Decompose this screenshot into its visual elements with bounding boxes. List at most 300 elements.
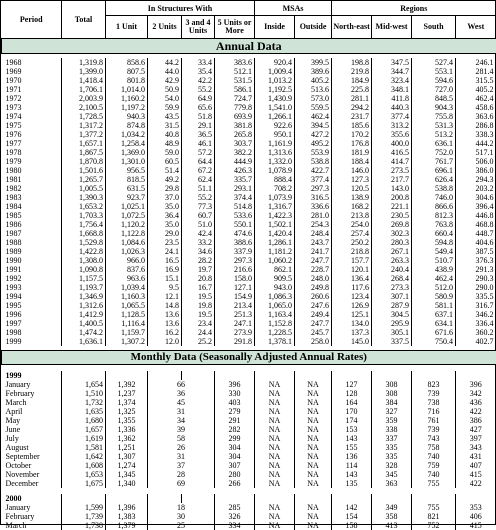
value-cell: 281.1: [332, 94, 372, 103]
value-cell: 54.0: [148, 94, 182, 103]
value-cell: 1,418.4: [62, 76, 106, 85]
value-cell: 230.5: [372, 211, 412, 220]
value-cell: 1,251: [106, 443, 148, 452]
value-cell: 247.6: [295, 301, 332, 310]
value-cell: 2,003.9: [62, 94, 106, 103]
value-cell: 1,738: [62, 521, 106, 530]
value-cell: 1,657: [62, 425, 106, 434]
value-cell: 1,265.7: [62, 175, 106, 184]
value-cell: 966.0: [106, 256, 148, 265]
value-cell: 30: [148, 512, 215, 521]
value-cell: 1,228.5: [255, 328, 295, 337]
year-cell: 1986: [5, 220, 22, 229]
value-cell: 285: [215, 503, 255, 512]
value-cell: 1,317.2: [62, 121, 106, 130]
monthly-table-row: [2, 416, 496, 425]
monthly-table-row: [2, 452, 496, 461]
value-cell: 531.5: [215, 76, 255, 85]
total-header: Total: [62, 1, 106, 39]
value-cell: 58: [148, 434, 215, 443]
value-cell: 739: [412, 389, 456, 398]
value-cell: 31: [148, 407, 215, 416]
value-cell: 746.0: [412, 193, 456, 202]
value-cell: 31: [148, 452, 215, 461]
value-cell: 626.4: [412, 175, 456, 184]
value-cell: 1,396: [106, 503, 148, 512]
value-cell: 1,510: [62, 389, 106, 398]
value-cell: 550.1: [215, 220, 255, 229]
value-cell: 738: [412, 398, 456, 407]
year-cell: 1993: [5, 283, 22, 292]
month-cell: March: [5, 521, 27, 530]
value-cell: 305.1: [372, 328, 412, 337]
value-cell: 1,346.9: [62, 292, 106, 301]
value-cell: 250.2: [332, 238, 372, 247]
value-cell: 328: [372, 461, 412, 470]
value-cell: 837.6: [106, 265, 148, 274]
value-cell: 950.1: [255, 130, 295, 139]
value-cell: 45: [148, 398, 215, 407]
value-cell: 909.5: [255, 274, 295, 283]
value-cell: NA: [295, 443, 332, 452]
value-cell: 123.4: [332, 292, 372, 301]
value-cell: 580.9: [412, 292, 456, 301]
value-cell: 761: [412, 416, 456, 425]
value-cell: 126.9: [332, 301, 372, 310]
value-cell: 299: [215, 434, 255, 443]
value-cell: 750.4: [412, 337, 456, 346]
year-cell: 1977: [5, 139, 22, 148]
value-cell: 263.3: [372, 256, 412, 265]
annual-table-row: [2, 166, 496, 175]
value-cell: 594.6: [412, 76, 456, 85]
value-cell: 23.4: [182, 319, 215, 328]
value-cell: 436: [456, 398, 496, 407]
annual-table-row: [2, 103, 496, 112]
value-cell: 40.8: [148, 130, 182, 139]
value-cell: 807.5: [106, 67, 148, 76]
value-cell: 64.9: [182, 94, 215, 103]
month-cell: July: [5, 434, 19, 443]
value-cell: 337: [372, 434, 412, 443]
value-cell: 363.6: [456, 112, 496, 121]
value-cell: 44.0: [148, 67, 182, 76]
value-cell: 251.3: [215, 310, 255, 319]
value-cell: 388.6: [215, 238, 255, 247]
value-cell: 353: [456, 503, 496, 512]
month-cell: January: [5, 503, 31, 512]
value-cell: 282: [215, 425, 255, 434]
value-cell: 308: [372, 389, 412, 398]
value-cell: 386: [456, 416, 496, 425]
year-cell: 1981: [5, 175, 22, 184]
value-cell: 462.4: [295, 112, 332, 121]
value-cell: 923.7: [106, 193, 148, 202]
units5-header: 5 Units or More: [215, 16, 255, 39]
value-cell: 337.5: [372, 337, 412, 346]
value-cell: 538.8: [412, 184, 456, 193]
value-cell: 348.1: [372, 85, 412, 94]
value-cell: 125.1: [332, 310, 372, 319]
value-cell: 549.4: [412, 247, 456, 256]
value-cell: 812.3: [412, 211, 456, 220]
value-cell: 254.0: [332, 220, 372, 229]
value-cell: 874.8: [106, 121, 148, 130]
value-cell: 506.0: [456, 157, 496, 166]
value-cell: 342: [456, 389, 496, 398]
value-cell: 1,430.9: [255, 94, 295, 103]
value-cell: 1,193.7: [62, 283, 106, 292]
value-cell: 24.4: [182, 328, 215, 337]
value-cell: 35.0: [148, 202, 182, 211]
value-cell: 468.8: [456, 220, 496, 229]
value-cell: 858.6: [106, 58, 148, 67]
value-cell: 185.6: [332, 121, 372, 130]
value-cell: 387.5: [456, 247, 496, 256]
value-cell: NA: [255, 461, 295, 470]
value-cell: 188.4: [332, 157, 372, 166]
annual-table-row: [2, 112, 496, 121]
value-cell: 862.1: [255, 265, 295, 274]
value-cell: 1,025.1: [106, 202, 148, 211]
value-cell: 273.5: [372, 166, 412, 175]
value-cell: 335.7: [215, 175, 255, 184]
value-cell: 920.4: [255, 58, 295, 67]
value-cell: 411.8: [372, 94, 412, 103]
value-cell: 1,541.0: [255, 103, 295, 112]
value-cell: 170.2: [332, 130, 372, 139]
value-cell: 34: [148, 416, 215, 425]
msas-header: MSAs: [255, 1, 332, 16]
value-cell: 225.8: [332, 85, 372, 94]
value-cell: 258.0: [295, 337, 332, 346]
value-cell: 13.6: [148, 310, 182, 319]
value-cell: 1,152.8: [255, 319, 295, 328]
value-cell: 374.4: [215, 193, 255, 202]
value-cell: 1,657.1: [62, 139, 106, 148]
value-cell: 280: [215, 470, 255, 479]
value-cell: 1,392: [106, 380, 148, 389]
value-cell: 1,653: [62, 470, 106, 479]
value-cell: 297.3: [215, 256, 255, 265]
value-cell: 1,654: [62, 380, 106, 389]
value-cell: 399.5: [295, 58, 332, 67]
annual-table-row: [2, 85, 496, 94]
value-cell: 381.8: [215, 121, 255, 130]
value-cell: NA: [255, 443, 295, 452]
value-cell: 145.0: [332, 337, 372, 346]
value-cell: 170: [332, 407, 372, 416]
value-cell: 1,014.0: [106, 85, 148, 94]
value-cell: 153: [332, 425, 372, 434]
value-cell: 761.7: [412, 157, 456, 166]
value-cell: 228.7: [295, 265, 332, 274]
value-cell: 13.6: [148, 319, 182, 328]
value-cell: 157.7: [332, 256, 372, 265]
annual-table-row: [2, 76, 496, 85]
value-cell: 29.0: [148, 229, 182, 238]
value-cell: 120.1: [332, 265, 372, 274]
value-cell: 302.3: [372, 229, 412, 238]
value-cell: 304: [215, 452, 255, 461]
value-cell: 553.1: [412, 67, 456, 76]
value-cell: 1,039.4: [106, 283, 148, 292]
value-cell: 247.1: [215, 319, 255, 328]
year-cell: 1975: [5, 121, 22, 130]
year-cell: 1983: [5, 193, 22, 202]
value-cell: 313.2: [372, 121, 412, 130]
value-cell: 248.4: [295, 229, 332, 238]
value-cell: 1,308.0: [62, 256, 106, 265]
value-cell: 1,377.2: [62, 130, 106, 139]
value-cell: 427: [456, 425, 496, 434]
value-cell: 249.8: [295, 283, 332, 292]
value-cell: NA: [295, 398, 332, 407]
monthly-table-row: [2, 380, 496, 389]
value-cell: NA: [255, 389, 295, 398]
value-cell: 1,060.2: [255, 256, 295, 265]
value-cell: 671.6: [412, 328, 456, 337]
value-cell: 136: [332, 452, 372, 461]
value-cell: 135: [332, 479, 372, 488]
annual-table-row: [2, 202, 496, 211]
value-cell: 413: [372, 521, 412, 530]
value-cell: 29.8: [148, 184, 182, 193]
value-cell: 346.2: [456, 310, 496, 319]
value-cell: 50.9: [148, 85, 182, 94]
unit1-header: 1 Unit: [106, 16, 148, 39]
value-cell: 19.5: [182, 292, 215, 301]
northeast-header: North-east: [332, 16, 372, 39]
value-cell: 462.4: [412, 274, 456, 283]
value-cell: 218.8: [332, 247, 372, 256]
value-cell: 66: [148, 380, 215, 389]
value-cell: 184.9: [332, 76, 372, 85]
value-cell: 219.8: [332, 67, 372, 76]
value-cell: 303.7: [215, 139, 255, 148]
annual-table-row: [2, 301, 496, 310]
value-cell: 1,159.7: [106, 328, 148, 337]
value-cell: 427.2: [295, 130, 332, 139]
value-cell: 23.5: [148, 238, 182, 247]
monthly-year-label: 1999: [5, 371, 22, 380]
value-cell: 1,502.1: [255, 220, 295, 229]
value-cell: 39: [148, 425, 215, 434]
value-cell: 266: [215, 479, 255, 488]
value-cell: 48.9: [148, 139, 182, 148]
value-cell: 495.2: [295, 139, 332, 148]
value-cell: 291: [215, 416, 255, 425]
month-cell: January: [5, 380, 31, 389]
value-cell: NA: [295, 434, 332, 443]
annual-table-row: [2, 256, 496, 265]
value-cell: 316.7: [456, 301, 496, 310]
month-cell: June: [5, 425, 21, 434]
value-cell: 37: [148, 461, 215, 470]
value-cell: 36.5: [182, 130, 215, 139]
value-cell: 740: [412, 470, 456, 479]
value-cell: 1,065.5: [106, 301, 148, 310]
value-cell: 1,345: [106, 470, 148, 479]
value-cell: 60.7: [182, 211, 215, 220]
annual-table-row: [2, 193, 496, 202]
value-cell: 35.0: [148, 220, 182, 229]
year-cell: 1980: [5, 166, 22, 175]
value-cell: 51.4: [148, 166, 182, 175]
value-cell: 514.8: [215, 202, 255, 211]
value-cell: 294.3: [456, 175, 496, 184]
value-cell: 273.9: [215, 328, 255, 337]
value-cell: 823: [412, 380, 456, 389]
value-cell: 1,197.2: [106, 103, 148, 112]
value-cell: 396: [215, 380, 255, 389]
value-cell: 904.3: [412, 103, 456, 112]
annual-table-row: [2, 94, 496, 103]
year-cell: 1978: [5, 148, 22, 157]
value-cell: 1,756.4: [62, 220, 106, 229]
value-cell: 940.3: [106, 112, 148, 121]
month-cell: April: [5, 407, 23, 416]
month-cell: February: [5, 512, 35, 521]
value-cell: 269.8: [372, 220, 412, 229]
month-cell: February: [5, 389, 35, 398]
value-cell: 117.6: [332, 283, 372, 292]
value-cell: 29.1: [182, 121, 215, 130]
value-cell: 143.0: [372, 184, 412, 193]
value-cell: 426.3: [215, 166, 255, 175]
value-cell: 59.0: [148, 148, 182, 157]
value-cell: NA: [255, 398, 295, 407]
value-cell: 257.4: [332, 229, 372, 238]
value-cell: 377.4: [372, 112, 412, 121]
value-cell: 708.2: [255, 184, 295, 193]
value-cell: 20.8: [182, 274, 215, 283]
value-cell: 533.6: [215, 211, 255, 220]
value-cell: 382.2: [215, 148, 255, 157]
housing-data-table: [1, 1, 496, 530]
value-cell: 422: [456, 479, 496, 488]
value-cell: 581.1: [412, 301, 456, 310]
monthly-data-body: [2, 346, 496, 530]
year-cell: 1985: [5, 211, 22, 220]
value-cell: NA: [295, 380, 332, 389]
value-cell: NA: [295, 470, 332, 479]
value-cell: 1,160.2: [106, 94, 148, 103]
value-cell: 254.3: [295, 220, 332, 229]
value-cell: 448.7: [456, 229, 496, 238]
value-cell: 716: [412, 407, 456, 416]
annual-table-row: [2, 337, 496, 346]
units2-header: 2 Units: [148, 16, 182, 39]
value-cell: NA: [255, 512, 295, 521]
value-cell: 1,307.2: [106, 337, 148, 346]
year-cell: 1968: [5, 58, 22, 67]
value-cell: 821: [412, 512, 456, 521]
value-cell: 1,599: [62, 503, 106, 512]
value-cell: 693.9: [215, 112, 255, 121]
value-cell: 779.8: [215, 103, 255, 112]
value-cell: 281.4: [456, 67, 496, 76]
value-cell: 1,084.6: [106, 238, 148, 247]
value-cell: 801.8: [106, 76, 148, 85]
value-cell: 1,732: [62, 398, 106, 407]
value-cell: 200.8: [372, 193, 412, 202]
value-cell: 1,739: [62, 512, 106, 521]
value-cell: 383.6: [215, 58, 255, 67]
value-cell: 462.4: [456, 94, 496, 103]
monthly-table-row: [2, 521, 496, 530]
value-cell: 1,374: [106, 398, 148, 407]
value-cell: 755: [412, 479, 456, 488]
value-cell: 295.9: [372, 319, 412, 328]
value-cell: 158.0: [215, 274, 255, 283]
value-cell: 55.2: [182, 85, 215, 94]
value-cell: 1,286.1: [255, 238, 295, 247]
value-cell: 1,619: [62, 434, 106, 443]
value-cell: 1,005.5: [62, 184, 106, 193]
value-cell: 696.1: [412, 166, 456, 175]
value-cell: 337.9: [215, 247, 255, 256]
value-cell: 422.7: [295, 166, 332, 175]
value-cell: 1,706.1: [62, 85, 106, 94]
value-cell: 416.5: [372, 148, 412, 157]
value-cell: 221.1: [372, 202, 412, 211]
value-cell: 848.5: [412, 94, 456, 103]
value-cell: 1,369.0: [106, 148, 148, 157]
value-cell: 386.0: [456, 166, 496, 175]
value-cell: 752: [412, 521, 456, 530]
value-cell: 724.7: [215, 94, 255, 103]
value-cell: 474.6: [215, 229, 255, 238]
regions-header: Regions: [332, 1, 496, 16]
value-cell: 315.5: [456, 76, 496, 85]
value-cell: 1,161.9: [255, 139, 295, 148]
value-cell: 304.6: [456, 193, 496, 202]
value-cell: 127.3: [332, 175, 372, 184]
value-cell: 1,355: [106, 416, 148, 425]
value-cell: 155: [332, 443, 372, 452]
value-cell: 531.3: [412, 121, 456, 130]
value-cell: 1,319.8: [62, 58, 106, 67]
value-cell: 344.7: [372, 67, 412, 76]
value-cell: 759: [412, 461, 456, 470]
value-cell: 120.5: [332, 184, 372, 193]
value-cell: 307.1: [372, 292, 412, 301]
value-cell: 1,122.8: [106, 229, 148, 238]
value-cell: 636.1: [412, 139, 456, 148]
value-cell: 279: [215, 407, 255, 416]
value-cell: 631.5: [106, 184, 148, 193]
value-cell: 273.3: [372, 283, 412, 292]
in-structures-header: In Structures With: [106, 1, 255, 16]
value-cell: 1,128.5: [106, 310, 148, 319]
value-cell: 458.6: [456, 103, 496, 112]
value-cell: 168.2: [332, 202, 372, 211]
value-cell: 35.4: [182, 67, 215, 76]
monthly-year-row: [2, 494, 496, 503]
value-cell: 1,870.8: [62, 157, 106, 166]
value-cell: 18: [148, 503, 215, 512]
value-cell: 213.8: [332, 211, 372, 220]
value-cell: 267.1: [372, 247, 412, 256]
value-cell: 248.0: [295, 274, 332, 283]
value-cell: 1,160.3: [106, 292, 148, 301]
value-cell: 355.6: [372, 130, 412, 139]
value-cell: 134.0: [332, 319, 372, 328]
value-cell: 326: [215, 512, 255, 521]
value-cell: 15.1: [148, 274, 182, 283]
value-cell: 338: [372, 425, 412, 434]
